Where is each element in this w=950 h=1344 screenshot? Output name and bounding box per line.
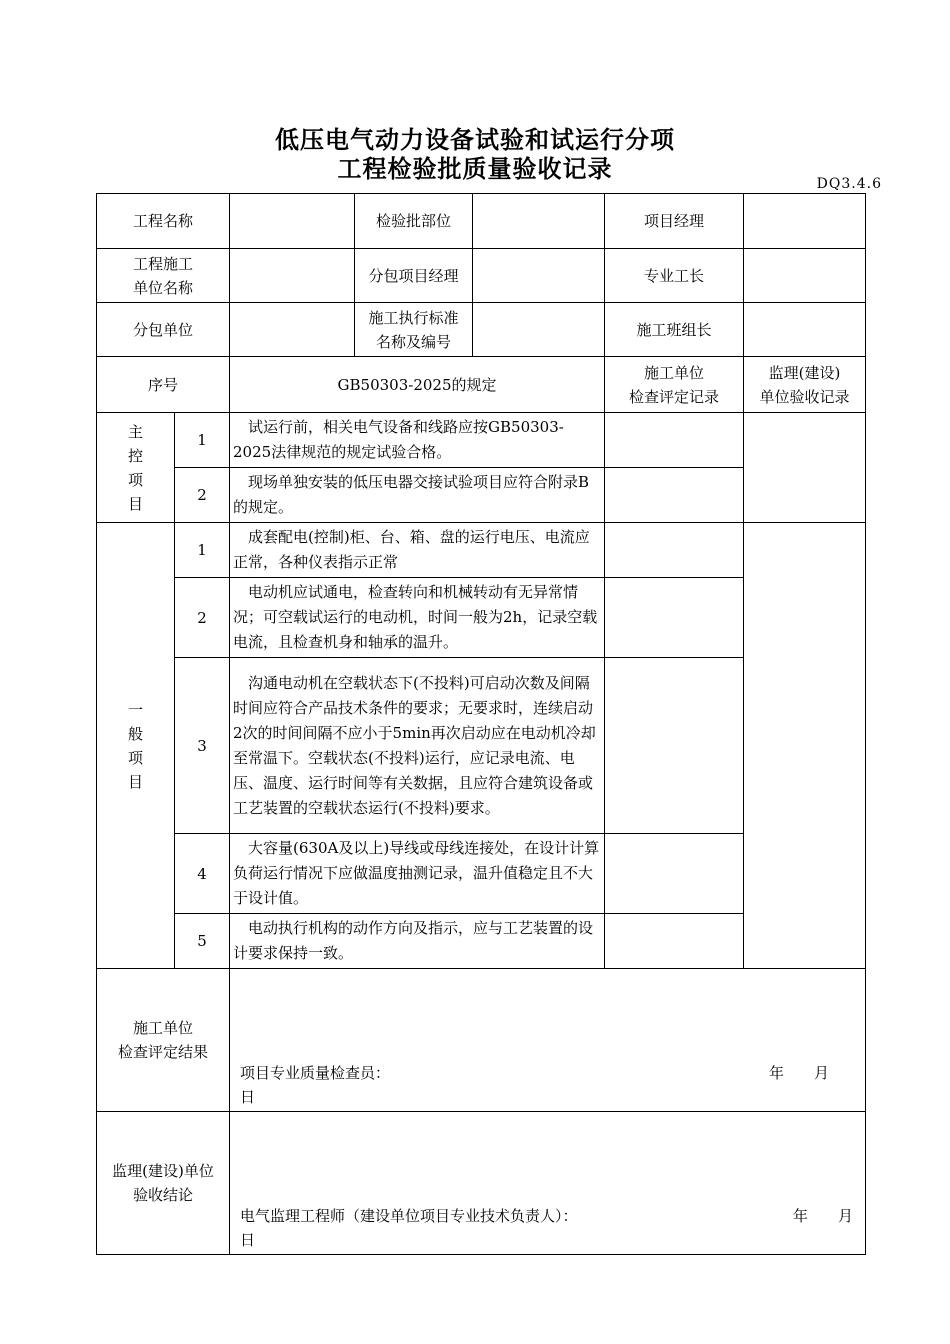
- general-item-text: 电动执行机构的动作方向及指示，应与工艺装置的设计要求保持一致。: [230, 914, 605, 969]
- sub-unit-value[interactable]: [230, 303, 355, 357]
- team-leader-label: 施工班组长: [605, 303, 744, 357]
- standard-value[interactable]: [473, 303, 605, 357]
- main-item-check-cell[interactable]: [605, 468, 744, 523]
- form-title-line2: 工程检验批质量验收记录: [337, 154, 613, 183]
- general-item-no: 4: [175, 834, 230, 914]
- general-item-check-cell[interactable]: [605, 578, 744, 658]
- inspection-record-table: [96, 193, 866, 1255]
- general-items-char: 般: [127, 724, 143, 743]
- construction-year-month: 年 月: [769, 1064, 830, 1082]
- contractor-label-line2: 单位名称: [133, 278, 194, 297]
- check-record-header-line2: 检查评定记录: [629, 387, 720, 406]
- construction-result-cell[interactable]: [230, 969, 866, 1112]
- inspection-part-label: 检验批部位: [355, 194, 473, 249]
- general-item-check-cell[interactable]: [605, 658, 744, 834]
- general-items-char: 一: [127, 700, 143, 719]
- construction-result-label-line1: 施工单位: [133, 1019, 194, 1037]
- standard-label: [355, 303, 473, 357]
- supervision-result-cell[interactable]: [230, 1112, 866, 1255]
- general-item-no: 2: [175, 578, 230, 658]
- general-item-check-cell[interactable]: [605, 914, 744, 969]
- sub-unit-label: 分包单位: [97, 303, 230, 357]
- main-control-label: [97, 413, 175, 523]
- standard-label-line2: 名称及编号: [376, 332, 452, 351]
- general-item-no: 3: [175, 658, 230, 834]
- foreman-value[interactable]: [744, 249, 866, 303]
- general-supervise-cell[interactable]: [744, 523, 866, 969]
- seq-header: 序号: [97, 357, 230, 413]
- main-item-no: 2: [175, 468, 230, 523]
- construction-result-label-line2: 检查评定结果: [118, 1043, 209, 1061]
- contractor-label: [97, 249, 230, 303]
- supervise-record-header: [744, 357, 866, 413]
- supervision-result-label-line1: 监理(建设)单位: [112, 1162, 214, 1180]
- supervise-record-header-line1: 监理(建设): [768, 363, 841, 382]
- main-control-char: 主: [127, 422, 143, 441]
- general-item-check-cell[interactable]: [605, 523, 744, 578]
- foreman-label: 专业工长: [605, 249, 744, 303]
- check-record-header-line1: 施工单位: [644, 363, 705, 382]
- inspection-part-value[interactable]: [473, 194, 605, 249]
- general-item-text: 电动机应试通电，检查转向和机械转动有无异常情况；可空载试运行的电动机，时间一般为2h，记录空载电流，且检查机身和轴承的温升。: [230, 578, 605, 658]
- form-title-line1: 低压电气动力设备试验和试运行分项: [275, 125, 675, 154]
- sub-manager-label: 分包项目经理: [355, 249, 473, 303]
- construction-result-label: [97, 969, 230, 1112]
- sub-manager-value[interactable]: [473, 249, 605, 303]
- supervision-result-label: [97, 1112, 230, 1255]
- check-record-header: [605, 357, 744, 413]
- supervise-record-header-line2: 单位验收记录: [759, 387, 850, 406]
- main-item-text: 试运行前，相关电气设备和线路应按GB50303-2025法律规范的规定试验合格。: [230, 413, 605, 468]
- supervision-result-label-line2: 验收结论: [133, 1186, 194, 1204]
- main-supervise-cell[interactable]: [744, 413, 866, 523]
- project-manager-label: 项目经理: [605, 194, 744, 249]
- project-name-value[interactable]: [230, 194, 355, 249]
- general-items-char: 目: [127, 772, 143, 791]
- supervision-signer-label: 电气监理工程师（建设单位项目专业技术负责人）：: [240, 1207, 578, 1225]
- general-item-no: 1: [175, 523, 230, 578]
- main-control-char: 控: [127, 446, 143, 465]
- construction-day: 日: [240, 1088, 256, 1106]
- spec-header: GB50303-2025的规定: [230, 357, 605, 413]
- general-item-text: 大容量(630A及以上)导线或母线连接处，在设计计算负荷运行情况下应做温度抽测记录，温升值稳定且不大于设计值。: [230, 834, 605, 914]
- contractor-label-line1: 工程施工: [133, 254, 194, 273]
- supervision-year-month: 年 月: [793, 1207, 854, 1225]
- main-control-char: 目: [127, 494, 143, 513]
- general-item-no: 5: [175, 914, 230, 969]
- general-items-char: 项: [127, 748, 143, 767]
- supervision-day: 日: [240, 1231, 256, 1249]
- form-code: DQ3.4.6: [816, 176, 882, 192]
- construction-signer-label: 项目专业质量检查员：: [240, 1064, 391, 1082]
- general-items-label: [97, 523, 175, 969]
- contractor-value[interactable]: [230, 249, 355, 303]
- project-manager-value[interactable]: [744, 194, 866, 249]
- main-item-check-cell[interactable]: [605, 413, 744, 468]
- general-item-check-cell[interactable]: [605, 834, 744, 914]
- team-leader-value[interactable]: [744, 303, 866, 357]
- project-name-label: 工程名称: [97, 194, 230, 249]
- general-item-text: 成套配电(控制)柜、台、箱、盘的运行电压、电流应正常，各种仪表指示正常: [230, 523, 605, 578]
- standard-label-line1: 施工执行标准: [368, 308, 459, 327]
- main-item-no: 1: [175, 413, 230, 468]
- main-item-text: 现场单独安装的低压电器交接试验项目应符合附录B的规定。: [230, 468, 605, 523]
- general-item-text: 沟通电动机在空载状态下(不投料)可启动次数及间隔时间应符合产品技术条件的要求；无要求时，连续启动2次的时间间隔不应小于5min再次启动应在电动机冷却至常温下。空载状态(不投料)运行，应记录电流、电压、温度、运行时间等有关数据，且应符合建筑设备或工艺装置的空载状态运行(不投料)要求。: [230, 658, 605, 834]
- main-control-char: 项: [127, 470, 143, 489]
